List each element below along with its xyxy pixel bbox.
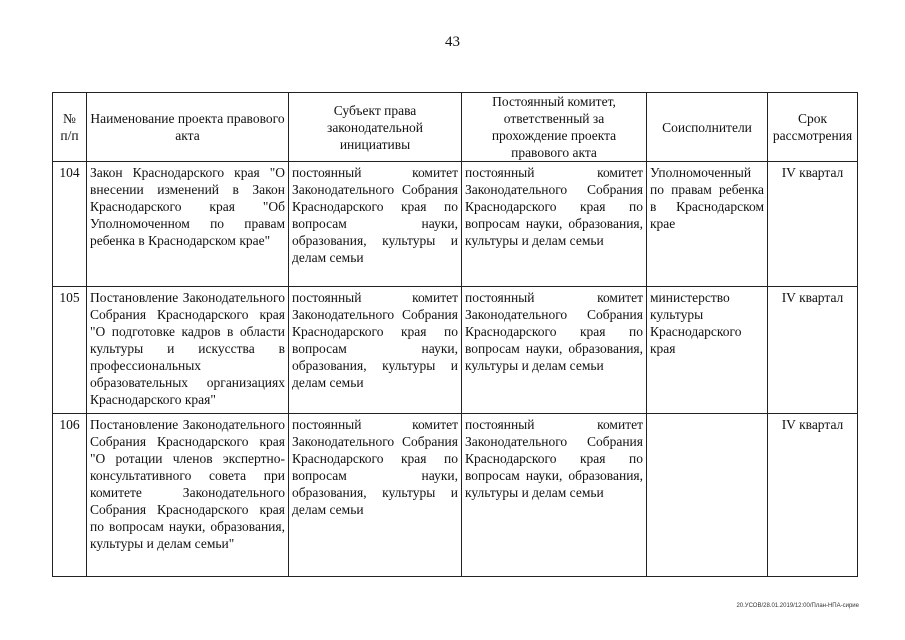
header-number: № п/п <box>53 93 87 162</box>
table-header-row <box>53 93 858 162</box>
act-title: Закон Краснодарского края "О внесении изменений в Закон Краснодарского края "Об Уполномоченном по правам ребенка в Краснодарском крае" <box>87 162 289 287</box>
review-period: IV квартал <box>768 162 858 287</box>
review-period: IV квартал <box>768 414 858 577</box>
header-coexecutors: Соисполнители <box>647 93 768 162</box>
initiative-subject: постоянный комитет Законодательного Собрания Краснодарского края по вопросам науки, образования, культуры и делам семьи <box>289 414 462 577</box>
act-title: Постановление Законодательного Собрания Краснодарского края "О подготовке кадров в области культуры и искусства в профессиональных образовательных организациях Краснодарского края" <box>87 287 289 414</box>
header-act-title: Наименование проекта правового акта <box>87 93 289 162</box>
responsible-committee: постоянный комитет Законодательного Собрания Краснодарского края по вопросам науки, образования, культуры и делам семьи <box>462 162 647 287</box>
document-footer-code: 20.УСОВ/28.01.2019/12:00/План-НПА-сирие <box>736 603 859 609</box>
row-number: 104 <box>53 162 87 287</box>
header-initiative-subject: Субъект права законодательной инициативы <box>289 93 462 162</box>
table-row <box>53 287 858 414</box>
coexecutors: Уполномоченный по правам ребенка в Краснодарском крае <box>647 162 768 287</box>
table-row <box>53 414 858 577</box>
row-number: 105 <box>53 287 87 414</box>
page-number: 43 <box>445 34 460 50</box>
coexecutors: министерство культуры Краснодарского края <box>647 287 768 414</box>
responsible-committee: постоянный комитет Законодательного Собрания Краснодарского края по вопросам науки, образования, культуры и делам семьи <box>462 287 647 414</box>
row-number: 106 <box>53 414 87 577</box>
act-title: Постановление Законодательного Собрания Краснодарского края "О ротации членов экспертно-консультативного совета при комитете Законодательного Собрания Краснодарского края по вопросам науки, образования, культуры и делам семьи" <box>87 414 289 577</box>
initiative-subject: постоянный комитет Законодательного Собрания Краснодарского края по вопросам науки, образования, культуры и делам семьи <box>289 287 462 414</box>
review-period: IV квартал <box>768 287 858 414</box>
coexecutors <box>647 414 768 577</box>
header-period: Срок рассмотрения <box>768 93 858 162</box>
responsible-committee: постоянный комитет Законодательного Собрания Краснодарского края по вопросам науки, образования, культуры и делам семьи <box>462 414 647 577</box>
legislative-plan-table <box>52 92 858 577</box>
header-responsible-committee: Постоянный комитет, ответственный за прохождение проекта правового акта <box>462 93 647 162</box>
initiative-subject: постоянный комитет Законодательного Собрания Краснодарского края по вопросам науки, образования, культуры и делам семьи <box>289 162 462 287</box>
table-row <box>53 162 858 287</box>
